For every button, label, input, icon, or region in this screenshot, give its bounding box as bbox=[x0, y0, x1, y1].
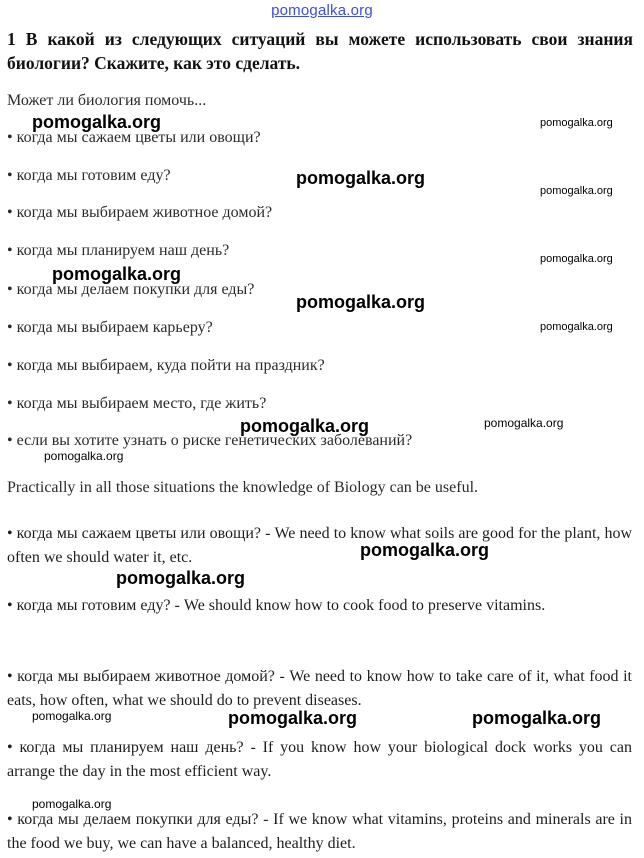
watermark: pomogalka.org bbox=[484, 416, 564, 430]
watermark: pomogalka.org bbox=[472, 708, 602, 728]
watermark: pomogalka.org bbox=[32, 709, 112, 723]
watermark: pomogalka.org bbox=[540, 253, 613, 265]
watermark: pomogalka.org bbox=[360, 540, 490, 560]
watermark: pomogalka.org bbox=[32, 112, 162, 132]
situation-item: • когда мы планируем наш день? bbox=[7, 242, 230, 259]
situation-item: • когда мы делаем покупки для еды? bbox=[7, 281, 255, 298]
question-title: 1 В какой из следующих ситуаций вы можете использовать свои знания биологии? Скажите, как это сделать. bbox=[7, 29, 633, 73]
situation-item: • когда мы выбираем животное домой? bbox=[7, 204, 273, 221]
situation-item: • когда мы сажаем цветы или овощи? bbox=[7, 129, 261, 146]
watermark: pomogalka.org bbox=[116, 568, 246, 588]
site-link[interactable]: pomogalka.org bbox=[271, 2, 373, 19]
watermark: pomogalka.org bbox=[44, 449, 124, 463]
answer-paragraph: • когда мы выбираем животное домой? - We need to know how to take care of it, what food it eats, how often, what we should do to prevent diseases. bbox=[7, 668, 632, 709]
watermark: pomogalka.org bbox=[228, 708, 358, 728]
summary-text: Practically in all those situations the knowledge of Biology can be useful. bbox=[7, 479, 479, 496]
watermark: pomogalka.org bbox=[32, 797, 112, 811]
situation-item: • если вы хотите узнать о риске генетических заболеваний? bbox=[7, 432, 413, 449]
intro-text: Может ли биология помочь... bbox=[7, 92, 207, 109]
situation-item: • когда мы готовим еду? bbox=[7, 167, 171, 184]
situation-item: • когда мы выбираем, куда пойти на праздник? bbox=[7, 357, 325, 374]
situation-item: • когда мы выбираем карьеру? bbox=[7, 319, 213, 336]
situation-item: • когда мы выбираем место, где жить? bbox=[7, 395, 267, 412]
watermark: pomogalka.org bbox=[296, 168, 426, 188]
answer-paragraph: • когда мы делаем покупки для еды? - If we know what vitamins, proteins and minerals are in the food we buy, we can have a balanced, healthy diet. bbox=[7, 811, 632, 852]
watermark: pomogalka.org bbox=[240, 416, 370, 436]
answer-paragraph: • когда мы готовим еду? - We should know how to cook food to preserve vitamins. bbox=[7, 597, 546, 614]
answer-paragraph: • когда мы планируем наш день? - If you know how your biological dock works you can arrange the day in the most efficient way. bbox=[7, 739, 632, 780]
watermark: pomogalka.org bbox=[296, 292, 426, 312]
watermark: pomogalka.org bbox=[540, 117, 613, 129]
watermark: pomogalka.org bbox=[540, 185, 613, 197]
watermark: pomogalka.org bbox=[540, 321, 613, 333]
watermark: pomogalka.org bbox=[52, 264, 182, 284]
answer-paragraph: • когда мы сажаем цветы или овощи? - We need to know what soils are good for the plant, how often we should water it, etc. bbox=[7, 525, 632, 566]
